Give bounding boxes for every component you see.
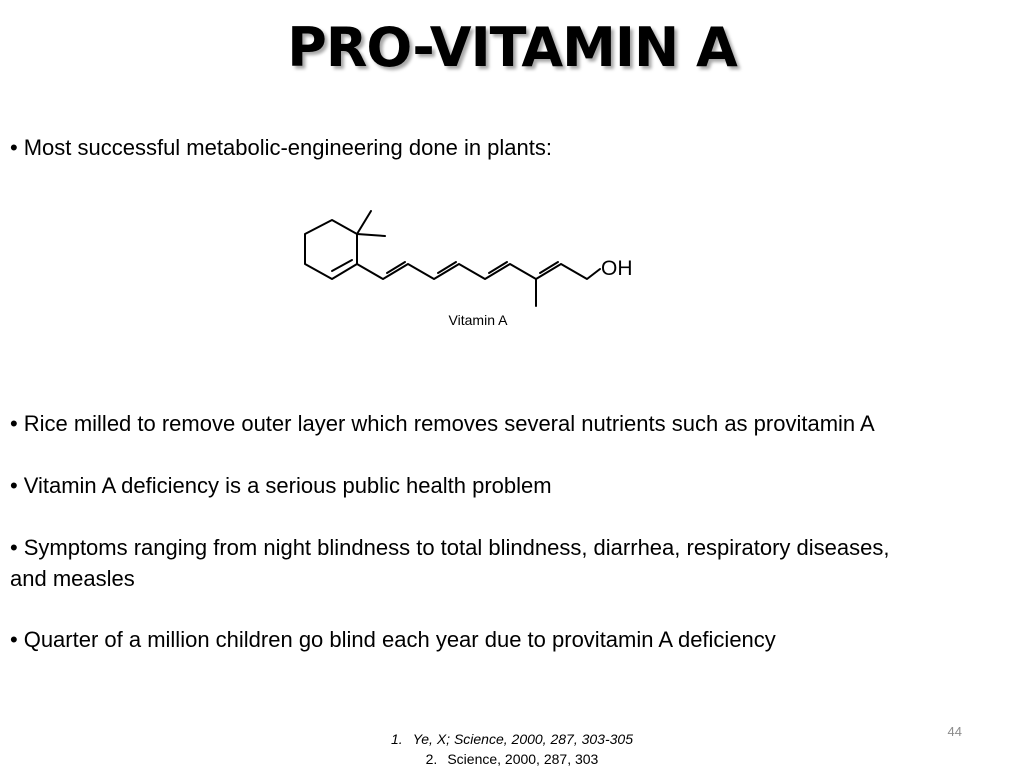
bullet-symbol: • (10, 411, 18, 436)
reference-item (0, 729, 1024, 749)
bullet-quarter-million (10, 624, 1020, 655)
methyl-bond (357, 234, 385, 236)
bullet-text: Most successful metabolic-engineering done in plants: (23, 135, 552, 160)
bullet-symbol: • (10, 135, 18, 160)
hydroxyl-label: OH (601, 257, 633, 280)
bullet-text: Quarter of a million children go blind each year due to provitamin A deficiency (23, 627, 776, 652)
polyene-chain (357, 264, 600, 279)
bullet-symptoms (10, 532, 930, 594)
bullet-metabolic-engineering (10, 132, 1020, 163)
slide-title: PRO-VITAMIN A (287, 16, 737, 79)
vitamin-a-structure (295, 200, 655, 340)
reference-text: Science, 2000, 287, 303 (447, 751, 599, 767)
page-number: 44 (947, 724, 962, 739)
reference-text: Ye, X; Science, 2000, 287, 303-305 (412, 731, 633, 747)
bullet-text: Symptoms ranging from night blindness to total blindness, diarrhea, respiratory diseases, and measles (10, 535, 890, 591)
methyl-bond (357, 211, 371, 234)
reference-number: 2. (425, 751, 438, 767)
bullet-text: Vitamin A deficiency is a serious public health problem (23, 473, 552, 498)
bullet-symbol: • (10, 535, 18, 560)
bullet-vitamin-a-deficiency (10, 470, 1020, 501)
references (0, 729, 1024, 769)
reference-number: 1. (391, 731, 403, 747)
bullet-symbol: • (10, 627, 18, 652)
reference-item (0, 749, 1024, 769)
molecule-caption: Vitamin A (448, 312, 508, 328)
ring-bond (305, 220, 357, 279)
bullet-text: Rice milled to remove outer layer which removes several nutrients such as provitamin A (23, 411, 875, 436)
bullet-symbol: • (10, 473, 18, 498)
bullet-rice-milled (10, 408, 1020, 439)
